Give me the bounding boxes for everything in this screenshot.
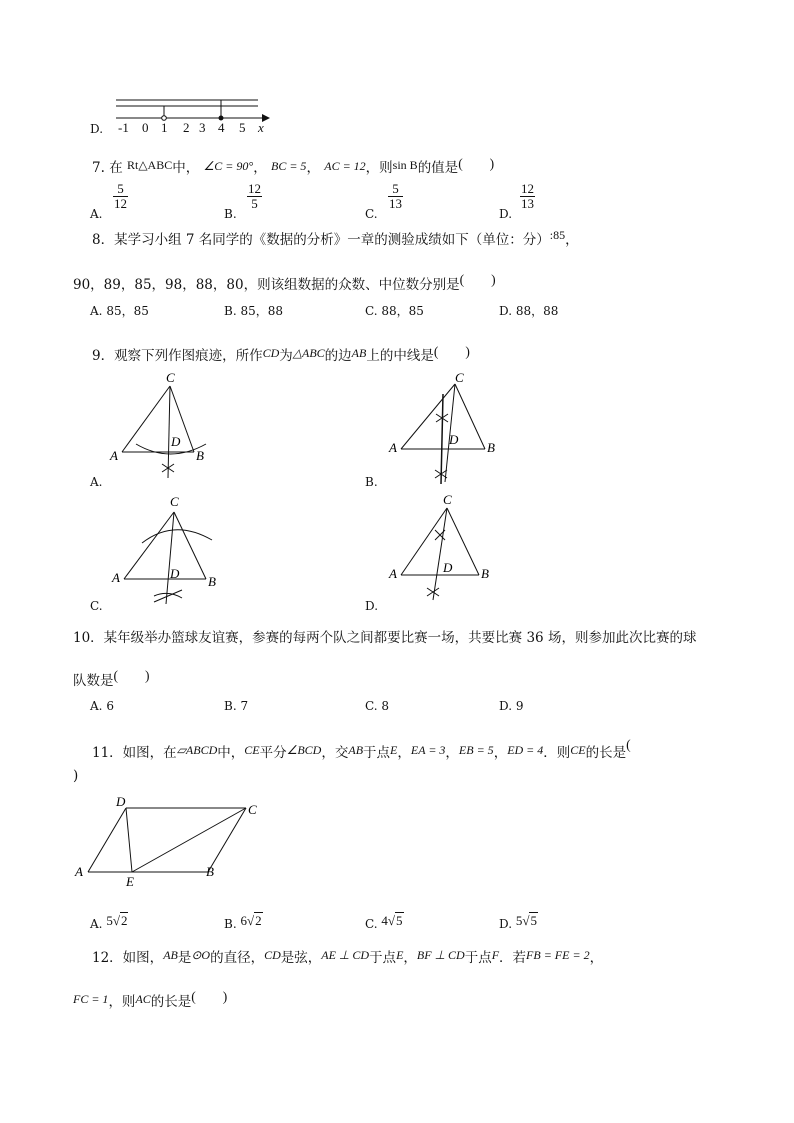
option-radical: 4√5 xyxy=(381,913,403,928)
option-radical: 5√2 xyxy=(106,913,128,928)
q10-option-d xyxy=(499,699,523,713)
q10-option-c xyxy=(365,699,389,713)
stem-text: 的边 xyxy=(324,348,352,364)
option-text: 85，88 xyxy=(240,304,284,318)
radical-coefficient: 6 xyxy=(240,913,247,928)
point-label: A xyxy=(112,570,120,585)
radicand: 5 xyxy=(530,913,537,928)
option-label: D. xyxy=(499,207,513,221)
fraction-numerator: 12 xyxy=(521,181,534,196)
option-text: 85，85 xyxy=(106,304,149,318)
option-fraction xyxy=(113,182,128,211)
option-label: D. xyxy=(365,599,379,613)
option-label: D. xyxy=(499,699,513,713)
math-condition: FC = 1 xyxy=(73,992,109,1006)
radical-coefficient: 4 xyxy=(381,913,388,928)
point-label: C xyxy=(166,370,175,385)
stem-text: 于点 xyxy=(369,950,397,966)
answer-blank: ( ) xyxy=(459,272,496,287)
radical-coefficient: 5 xyxy=(515,913,523,928)
option-label: A. xyxy=(90,917,103,931)
point-label: B xyxy=(196,448,204,463)
option-label: B. xyxy=(224,699,237,713)
option-text: 9 xyxy=(515,699,524,713)
stem-text: 的值是 xyxy=(417,160,459,176)
option-label: A. xyxy=(90,699,103,713)
option-label: A. xyxy=(90,304,103,318)
q8-line-2 xyxy=(73,268,496,293)
stem-text: 平分 xyxy=(259,745,287,761)
q10-option-a xyxy=(90,699,114,713)
q10-line-2 xyxy=(73,664,150,689)
option-text: 6 xyxy=(106,699,114,713)
stem-text: ， xyxy=(253,160,267,176)
point-label: D xyxy=(170,566,180,581)
q11-option-a xyxy=(90,913,128,931)
q10-line-1: 10．某年级举办篮球友谊赛，参赛的每两个队之间都要比赛一场，共要比赛 36 场，则参加此次比赛的球 xyxy=(73,630,697,646)
stem-text: 的长是 xyxy=(150,994,192,1010)
stem-text: 在 xyxy=(109,160,123,176)
q11-stem xyxy=(92,737,631,761)
fraction-denominator: 13 xyxy=(521,196,534,211)
fraction-numerator: 5 xyxy=(388,182,403,197)
math-triangle: Rt△ABC xyxy=(126,158,173,172)
point-label: D xyxy=(171,434,181,449)
stem-text: ， xyxy=(589,950,604,966)
option-label: D. xyxy=(499,304,513,318)
option-label: C. xyxy=(365,917,378,931)
option-radical: 6√2 xyxy=(240,913,262,928)
option-fraction xyxy=(520,182,535,211)
stem-text: ， xyxy=(493,745,508,761)
stem-text: 队数是 xyxy=(73,673,114,689)
tick-label: 2 xyxy=(183,120,190,135)
stem-text: ，则 xyxy=(365,160,393,176)
math-segment: AB xyxy=(348,743,364,757)
fraction-denominator: 13 xyxy=(389,196,402,211)
math-condition: EA = 3 xyxy=(410,743,446,757)
math-segment: AC xyxy=(135,992,151,1006)
math-condition: AE ⊥ CD xyxy=(321,948,370,962)
option-fraction xyxy=(388,182,403,211)
radicand: 5 xyxy=(396,913,403,928)
option-fraction xyxy=(247,182,262,211)
point-label: D xyxy=(116,794,126,809)
math-condition: ∠C = 90° xyxy=(203,159,254,173)
stem-text: 是 xyxy=(177,950,192,966)
math-triangle: △ABC xyxy=(292,346,325,360)
point-label: B xyxy=(208,574,216,589)
tick-label: 4 xyxy=(218,120,225,135)
radical-coefficient: 5 xyxy=(106,913,113,928)
answer-blank: ( ) xyxy=(433,344,470,359)
radicand: 2 xyxy=(255,913,262,928)
stem-text: ， xyxy=(403,950,417,966)
point-label: A xyxy=(389,440,397,455)
stem-text: 的直径， xyxy=(210,950,265,966)
q11-option-d xyxy=(499,913,538,931)
q8-option-c xyxy=(365,302,424,319)
stem-text: ， xyxy=(306,160,320,176)
math-point: F xyxy=(491,948,500,962)
tick-label: 1 xyxy=(161,120,168,135)
point-label: E xyxy=(126,874,134,889)
point-label: D xyxy=(443,560,453,575)
option-label: B. xyxy=(224,304,237,318)
option-label: C. xyxy=(90,599,103,613)
point-label: A xyxy=(75,864,83,879)
stem-text: 于点 xyxy=(363,745,391,761)
stem-text: 为 xyxy=(279,348,293,364)
stem-text: 9．观察下列作图痕迹，所作 xyxy=(92,348,263,364)
q11-option-b xyxy=(224,913,263,931)
q6-option-d-label: D. xyxy=(90,122,104,136)
option-label: B. xyxy=(365,475,378,489)
option-text: 88，85 xyxy=(381,304,424,318)
option-label: B. xyxy=(224,207,237,221)
point-label: A xyxy=(110,448,118,463)
q12-line-2 xyxy=(73,985,227,1010)
stem-text: ，交 xyxy=(321,745,349,761)
tick-label: -1 xyxy=(118,120,129,135)
q8-line-1 xyxy=(92,228,579,248)
stem-text: 中， xyxy=(217,745,245,761)
point-label: B xyxy=(481,566,489,581)
q9-figure-b xyxy=(387,372,517,497)
option-text: 8 xyxy=(381,699,390,713)
math-circle: ⊙O xyxy=(191,948,211,962)
stem-text: ， xyxy=(397,745,411,761)
point-label: B xyxy=(487,440,495,455)
fraction-denominator: 12 xyxy=(114,196,127,211)
tick-label: 3 xyxy=(199,120,206,135)
stem-text: 12．如图， xyxy=(92,950,164,966)
stem-text: 是弦， xyxy=(280,950,322,966)
fraction-denominator: 5 xyxy=(251,196,258,211)
option-label: C. xyxy=(365,207,378,221)
q8-option-a xyxy=(90,302,149,319)
math-segment: CE xyxy=(570,743,586,757)
option-label: D. xyxy=(499,917,513,931)
axis-variable: x xyxy=(258,120,264,135)
math-condition: BC = 5 xyxy=(271,159,307,173)
math-condition: EB = 5 xyxy=(458,743,494,757)
q9-figure-c xyxy=(112,494,232,610)
math-segment: CE xyxy=(244,743,260,757)
stem-text: 上的中线是 xyxy=(366,348,434,364)
answer-blank: ( ) xyxy=(458,156,495,171)
fraction-numerator: 12 xyxy=(248,181,261,196)
option-text: 88，88 xyxy=(515,304,559,318)
stem-text: ．若 xyxy=(499,950,527,966)
math-segment: AB xyxy=(163,948,178,962)
stem-text: 的长是 xyxy=(585,745,627,761)
point-label: C xyxy=(455,370,464,385)
q7-stem xyxy=(92,152,494,176)
stem-text: ．则 xyxy=(543,745,571,761)
option-label: A. xyxy=(90,207,103,221)
math-point: E xyxy=(396,948,404,962)
math-parallelogram: ▱ABCD xyxy=(176,743,218,757)
answer-blank-close: ) xyxy=(73,768,79,784)
stem-text: ，则 xyxy=(108,994,136,1010)
tick-label: 0 xyxy=(142,120,149,135)
q11-parallelogram-figure xyxy=(72,796,272,896)
math-segment: AB xyxy=(351,346,367,360)
q8-option-b xyxy=(224,302,283,319)
stem-text: 于点 xyxy=(464,950,492,966)
q11-option-c xyxy=(365,913,404,931)
stem-text: 中， xyxy=(172,160,200,176)
math-condition: ED = 4 xyxy=(507,743,544,757)
question-number: 7. xyxy=(92,160,105,176)
stem-text: 8．某学习小组 7 名同学的《数据的分析》一章的测验成绩如下（单位：分） xyxy=(92,232,550,248)
math-segment: CD xyxy=(264,948,281,962)
math-angle: ∠BCD xyxy=(286,743,322,757)
answer-blank: ( ) xyxy=(113,668,150,683)
point-label: A xyxy=(389,566,397,581)
q10-option-b xyxy=(224,699,248,713)
option-label: C. xyxy=(365,304,378,318)
radicand: 2 xyxy=(120,913,128,928)
math-condition: BF ⊥ CD xyxy=(416,948,465,962)
math-point: E xyxy=(390,743,398,757)
math-condition: AC = 12 xyxy=(324,159,366,173)
option-label: C. xyxy=(365,699,378,713)
stem-text: :85 xyxy=(549,228,566,242)
point-label: B xyxy=(206,864,214,879)
option-label: B. xyxy=(224,917,237,931)
math-condition: FB = FE = 2 xyxy=(526,948,590,962)
stem-text: 90，89，85，98，88，80，则该组数据的众数、中位数分别是 xyxy=(73,277,460,293)
point-label: C xyxy=(170,494,179,509)
point-label: C xyxy=(248,802,257,817)
option-text: 7 xyxy=(240,699,249,713)
stem-text: ， xyxy=(565,232,579,248)
q9-figure-d xyxy=(387,492,517,606)
q9-figure-a xyxy=(110,370,230,496)
math-segment: CD xyxy=(262,346,280,360)
q8-option-d xyxy=(499,302,558,319)
option-radical: 5√5 xyxy=(515,913,537,928)
point-label: C xyxy=(443,492,452,507)
point-label: D xyxy=(449,432,459,447)
q9-stem xyxy=(92,340,470,364)
q12-line-1 xyxy=(92,946,603,966)
answer-blank: ( ) xyxy=(191,989,228,1004)
math-sinb: sin B xyxy=(392,158,418,172)
option-label: A. xyxy=(90,475,103,489)
tick-label: 5 xyxy=(239,120,246,135)
stem-text: 11．如图，在 xyxy=(92,745,177,761)
answer-blank-open: ( xyxy=(626,737,631,752)
fraction-numerator: 5 xyxy=(113,182,128,197)
stem-text: ， xyxy=(445,745,459,761)
